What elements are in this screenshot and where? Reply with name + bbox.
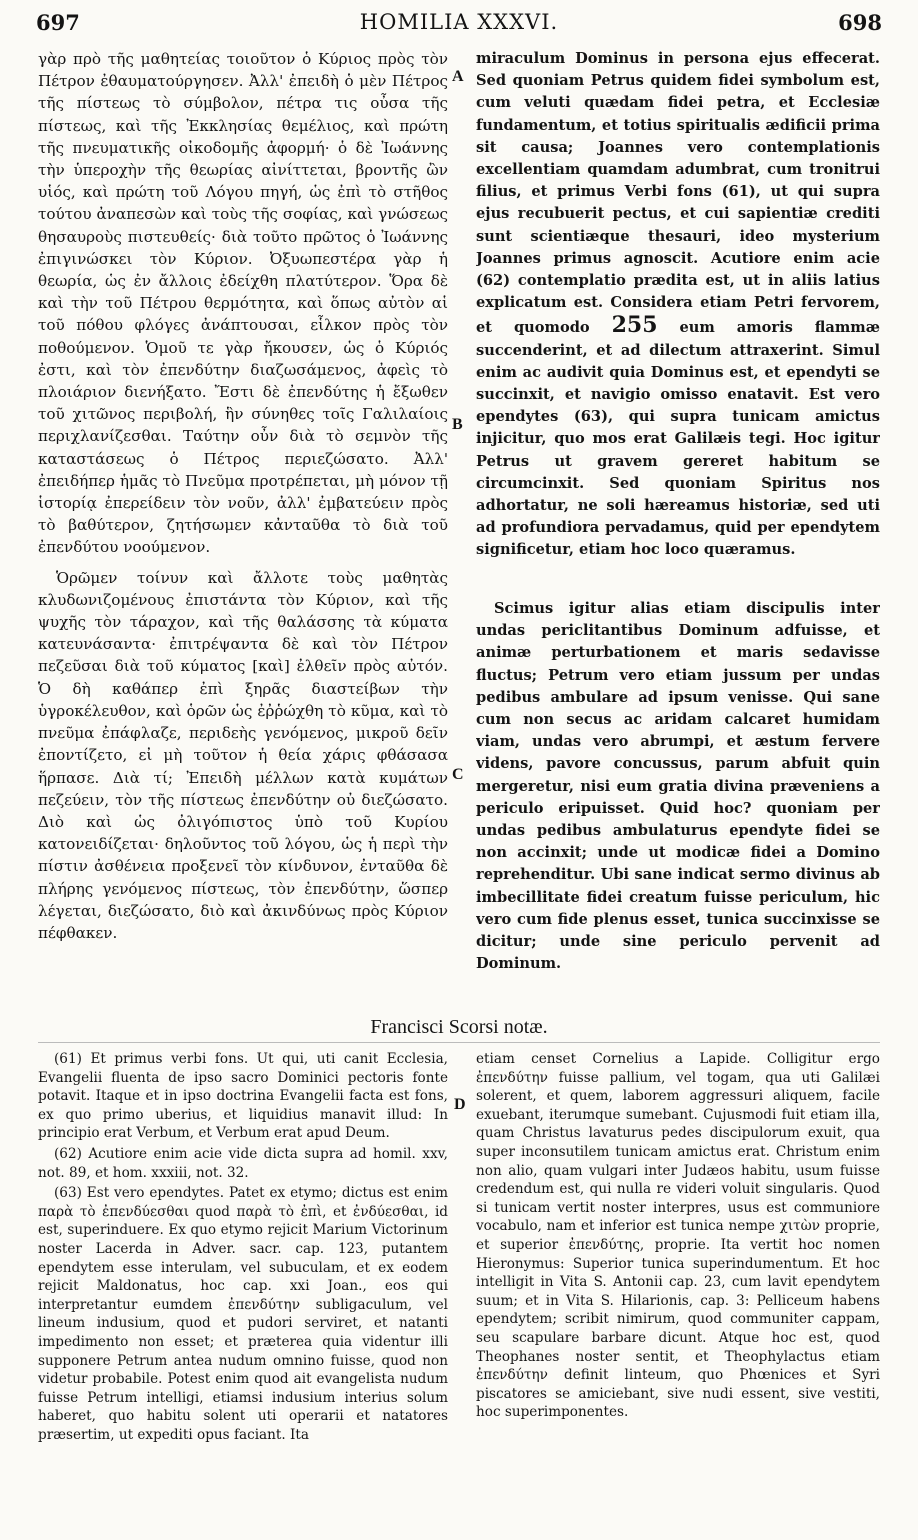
latin-paragraph-1a: miraculum Dominus in persona ejus effecerat. Sed quoniam Petrus quidem fidei symbolum est, cum veluti quædam fidei petra, et Ecclesiæ fundamentum, et totius spiritualis ædificii prima sit causa; Joannes vero contemplationis excellentiam quamdam adumbrat, cum tronitrui filius, et primus Verbi fons (61), ut qui supra ejus recubuerit pectus, et cui sapientiæ crediti sunt scientiæque thesauri, ideo mysterium Joannes primus agnoscit. Acutiore enim acie (62) contemplatio prædita est, ut in aliis latius explicatum est. Considera etiam Petri fervorem, et quomodo (476, 50, 880, 337)
running-title: HOMILIA XXXVI. (359, 10, 559, 34)
latin-column-top (476, 48, 880, 588)
note-63-continued: etiam censet Cornelius a Lapide. Colligitur ergo ἐπενδύτην fuisse pallium, vel togam, qua uti Galilæi solerent, et quem, laborem aggressuri aliquem, facile exuebant, iterumque sumebant. Cujusmodi fuit etiam illa, quam Christus lavaturus pedes discipulorum exuit, qua super inconsutilem tunicam amictus erat. Christum enim non alio, quam vulgari inter Judæos habitu, usum fuisse credendum est, qui nulla re videri voluit singularis. Quod si tunicam vertit noster interpres, usus est communiore vocabulo, nam et inferior est tunica nempe χιτὼν proprie, et superior ἐπενδύτης, proprie. Ita vertit hoc nomen Hieronymus: Superior tunica superindumentum. Et hoc intelligit in Vita S. Antonii cap. 23, cum lavit ependytem suum; et in Vita S. Hilarionis, cap. 3: Pelliceum habens ependytem; scribit nimirum, quod communiter cappam, seu scapulare barbare dicunt. Atque hoc est, quod Theophanes noster sentit, et Theophylactus etiam ἐπενδύτην definit linteum, quo Phœnices et Syri piscatores se amiciebant, sive nudi essent, sive vestiti, hoc superimponentes. (476, 1051, 880, 1421)
section-marker-d: D (454, 1096, 466, 1113)
notes-title: Francisci Scorsi notæ. (370, 1016, 548, 1038)
section-marker-b: B (452, 416, 463, 433)
note-62: (62) Acutiore enim acie vide dicta supra ad homil. xxv, not. 89, et hom. xxxiii, not. 32. (38, 1145, 448, 1181)
notes-right-column (476, 1050, 880, 1530)
column-number: 255 (611, 312, 658, 339)
greek-paragraph-2: Ὁρῶμεν τοίνυν καὶ ἄλλοτε τοὺς μαθητὰς κλυδωνιζομένους ἐπιστάντα τὸν Κύριον, καὶ τῆς ψυχῆς τὸν τάραχον, καὶ τῆς θαλάσσης τὰ κύματα κατευνάσαντα· ἐπιτρέψαντα δὲ καὶ τὸν Πέτρον πεζεῦσαι διὰ τοῦ κύματος [καὶ] ἐλθεῖν πρὸς αὐτόν. Ὁ δὴ καθάπερ ἐπὶ ξηρᾶς διαστείβων τὴν ὑγροκέλευθον, καὶ ὁρῶν ὡς ἐῤῥώχθη τὸ κῦμα, καὶ τὸ πνεῦμα ἐπάφλαζε, περιδεὴς γενόμενος, μικροῦ δεῖν ἐποντίζετο, εἰ μὴ τοῦτον ἡ θεία χάρις φθάσασα ἥρπασε. Διὰ τί; Ἐπειδὴ μέλλων κατὰ κυμάτων πεζεύειν, τὸν τῆς πίστεως ἐπενδύτην οὐ διεζώσατο. Διὸ καὶ ὡς ὀλιγόπιστος ὑπὸ τοῦ Κυρίου κατονειδίζεται· δηλοῦντος τοῦ λόγου, ὡς ἡ περὶ τὴν πίστιν ἀσθένεια προξενεῖ τὸν κίνδυνον, ἐνταῦθα δὲ πλήρης γενόμενος πίστεως, τὸν ἐπενδύτην, ὥσπερ λέγεται, διεζώσατο, διὸ καὶ ἀκινδύνως πρὸς Κύριον πέφθακεν. (38, 568, 448, 942)
section-marker-a: A (452, 68, 464, 85)
notes-divider (38, 1042, 880, 1043)
running-header (0, 10, 918, 44)
notes-left-column (38, 1050, 448, 1530)
latin-paragraph-1b: eum amoris flammæ succenderint, et ad dilectum attraxerint. Simul enim ac audivit quia Dominus est, et ependyti se succinxit, et navigio omisso enatavit. Est vero ependytes (63), qui supra tunicam amictus injicitur, quo mos erat Galilæis tegi. Hoc igitur Petrus ut gravem gereret habitum se circumcinxit. Sed quoniam Spiritus nos adhortatur, ne soli hæreamus historiæ, sed uti ad profundiora pervadamus, quid per ependytem significetur, etiam hoc loco quæramus. (476, 319, 880, 559)
page-number-right: 698 (838, 10, 882, 35)
section-marker-c: C (452, 766, 464, 783)
latin-column-bottom (476, 598, 880, 1008)
latin-paragraph-1 (476, 48, 880, 562)
latin-paragraph-2: Scimus igitur alias etiam discipulis inter undas periclitantibus Dominum adfuisse, et animæ perturbationem et maris sedavisse fluctus; Petrum vero etiam jussum per undas pedibus ambulare ad ipsum venisse. Qui sane cum non secus ac aridam calcaret humidam viam, undas vero abrumpi, et æstum fervere videns, pavore concussus, parum abfuit quin mergeretur, nisi eum gratia divina præveniens a periculo eripuisset. Quid hoc? quoniam per undas pedibus ambulaturus ependyte fidei se non accinxit; unde ut modicæ fidei a Domino reprehenditur. Ubi sane indicat sermo divinus ab imbecillitate fidei creatum fuisse periculum, hic vero cum fide plenus esset, tunica succinxisse se dicitur; unde sine periculo pervenit ad Dominum. (476, 600, 880, 973)
note-63: (63) Est vero ependytes. Patet ex etymo; dictus est enim παρὰ τὸ ἐπενδύεσθαι quod παρὰ τὸ ἐπὶ, et ἐνδύεσθαι, id est, superinduere. Ex quo etymo rejicit Marium Victorinum noster Lacerda in Adver. sacr. cap. 123, putantem ependytem esse interulam, vel subuculam, et ex eodem rejicit Maldonatus, hoc cap. xxi Joan., eos qui interpretantur eumdem ἐπενδύτην subligaculum, vel lineum indusium, quod et pudori serviret, et natanti impedimento non esset; et præterea quia videntur illi supponere Petrum antea nudum omnino fuisse, quod non videtur probabile. Potest enim quod ait evangelista nudum fuisse Petrum intelligi, etiamsi indusium interius solum haberet, quo habitu solent uti operarii et natatores præsertim, ut expediti opus faciant. Ita (38, 1185, 448, 1443)
page-number-left: 697 (36, 10, 80, 35)
greek-column (38, 48, 448, 952)
greek-paragraph-1: γὰρ πρὸ τῆς μαθητείας τοιοῦτον ὁ Κύριος πρὸς τὸν Πέτρον ἐθαυματούργησεν. Ἀλλ' ἐπειδὴ ὁ μὲν Πέτρος τῆς πίστεως τὸ σύμβολον, πέτρα τις οὖσα τῆς πίστεως, καὶ τῆς Ἐκκλησίας θεμέλιος, καὶ πρώτη τῆς πνευματικῆς οἰκοδομῆς ἀφορμή· ὁ δὲ Ἰωάννης τὴν ὑπεροχὴν τῆς θεωρίας αἰνίττεται, βροντῆς ὢν υἱός, καὶ πρώτη τοῦ Λόγου πηγή, ὡς ἐπὶ τὸ στῆθος τούτου ἀναπεσὼν καὶ τοὺς τῆς σοφίας, καὶ γνώσεως θησαυροὺς πιστευθείς· διὰ τοῦτο πρῶτος ὁ Ἰωάννης ἐπιγινώσκει τὸν Κύριον. Ὀξυωπεστέρα γὰρ ἡ θεωρία, ὡς ἐν ἄλλοις ἐδείχθη πλατύτερον. Ὅρα δὲ καὶ τὴν τοῦ Πέτρου θερμότητα, καὶ ὅπως αὐτὸν αἱ τοῦ πόθου φλόγες ἀνάπτουσαι, εἷλκον πρὸς τὸν ποθούμενον. Ὁμοῦ τε γὰρ ἤκουσεν, ὡς ὁ Κύριός ἐστι, καὶ τὸν ἐπενδύτην διαζωσάμενος, ἀφεὶς τὸ πλοιάριον διενήξατο. Ἔστι δὲ ἐπενδύτης ἡ ἔξωθεν τοῦ χιτῶνος περιβολή, ἣν σύνηθες τοῖς Γαλιλαίοις περιχλανίζεσθαι. Ταύτην οὖν διὰ τὸ σεμνὸν τῆς καταστάσεως ὁ Πέτρος περιεζώσατο. Ἀλλ' ἐπειδήπερ ἡμᾶς τὸ Πνεῦμα προτρέπεται, μὴ μόνον τῇ ἱστορίᾳ ἐπερείδειν τὸν νοῦν, ἀλλ' ἐμβατεύειν πρὸς τὸ βαθύτερον, ζητήσωμεν κἀνταῦθα τὸ διὰ τοῦ ἐπενδύτου νοούμενον. (38, 50, 448, 557)
note-61: (61) Et primus verbi fons. Ut qui, uti canit Ecclesia, Evangelii fluenta de ipso sacro Dominici pectoris fonte potavit. Itaque et in ipso doctrina Evangelii facta est fons, ex quo primo uberius, et liquidius manavit illud: In principio erat Verbum, et Verbum erat apud Deum. (38, 1051, 448, 1142)
